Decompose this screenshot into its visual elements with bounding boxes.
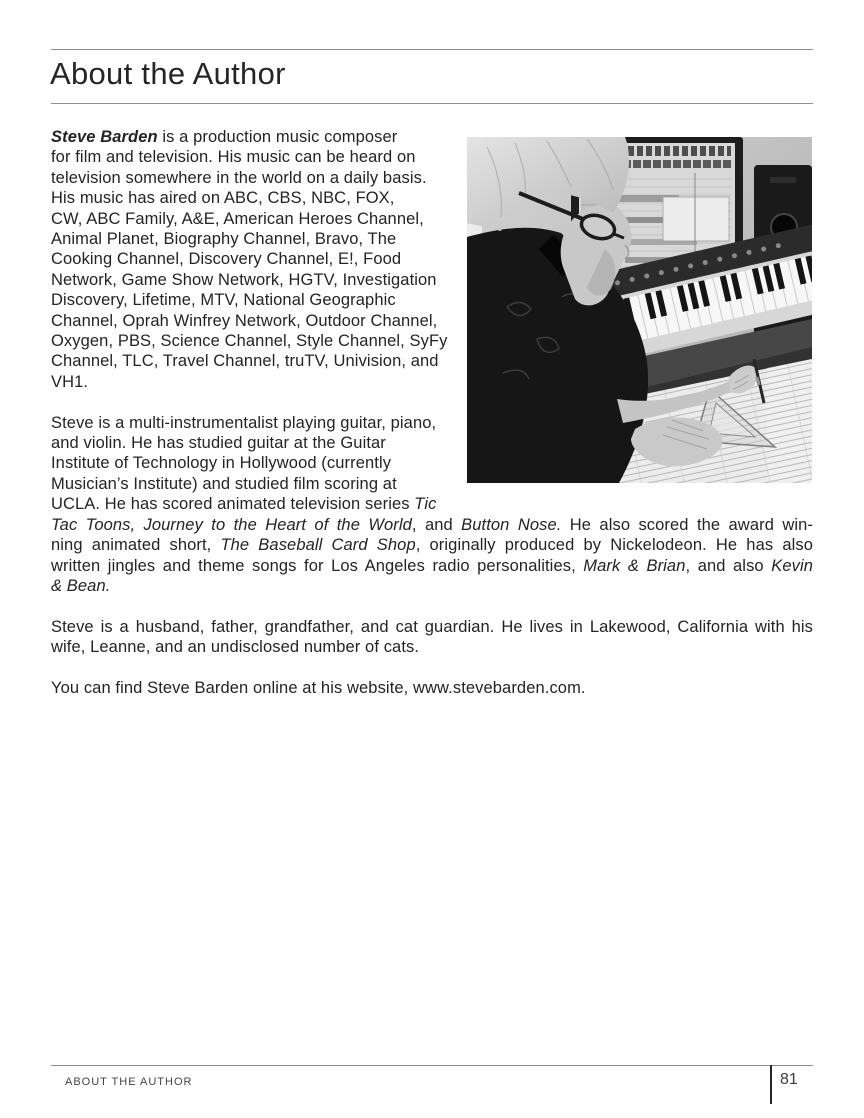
title-rule-top [51,49,813,50]
footer-divider [770,1065,772,1104]
text-line: UCLA. He has scored animated television series Tic [51,495,437,514]
text-line: Network, Game Show Network, HGTV, Investigation [51,270,437,289]
footer-rule [51,1065,813,1066]
text-line: Channel, Oprah Winfrey Network, Outdoor Channel, [51,311,438,330]
text-line: Cooking Channel, Discovery Channel, E!, Food [51,250,402,269]
text-line: Steve is a husband, father, grandfather, and cat guardian. He lives in Lakewood, California with his [51,617,813,636]
text-line: Institute of Technology in Hollywood (currently [51,454,392,473]
paragraph [51,678,813,698]
text-line: VH1. [51,372,89,391]
text-line: Steve Barden is a production music composer [51,128,398,146]
footer-running-title: ABOUT THE AUTHOR [65,1076,193,1088]
title-rule-bottom [51,103,813,104]
text-line: Oxygen, PBS, Science Channel, Style Channel, SyFy [51,332,448,351]
text-line: Channel, TLC, Travel Channel, truTV, Univision, and [51,352,439,371]
text-line: His music has aired on ABC, CBS, NBC, FOX, [51,189,395,208]
text-line: Steve is a multi-instrumentalist playing guitar, piano, [51,413,437,432]
paragraph [51,617,813,658]
text-line: for film and television. His music can be heard on [51,148,416,167]
text-line: television somewhere in the world on a daily basis. [51,168,427,187]
text-line: and violin. He has studied guitar at the Guitar [51,434,386,453]
text-line: Musician’s Institute) and studied film scoring at [51,474,397,493]
page-title: About the Author [50,56,286,91]
text-line: written jingles and theme songs for Los Angeles radio personalities, Mark & Brian, and also Kevin [51,556,813,575]
text-line: CW, ABC Family, A&E, American Heroes Channel, [51,209,424,228]
text-line: Discovery, Lifetime, MTV, National Geographic [51,291,396,310]
footer-page-number: 81 [780,1071,798,1088]
photo-author-figure [467,137,648,483]
text-line: You can find Steve Barden online at his website, www.stevebarden.com. [51,678,586,697]
author-photo [467,137,812,483]
text-line: & Bean. [51,576,111,595]
text-line: ning animated short, The Baseball Card Shop, originally produced by Nickelodeon. He has also [51,536,813,555]
text-line: wife, Leanne, and an undisclosed number of cats. [51,638,420,657]
text-line: Tac Toons, Journey to the Heart of the World, and Button Nose. He also scored the award win- [51,515,813,534]
text-line: Animal Planet, Biography Channel, Bravo, The [51,230,397,249]
